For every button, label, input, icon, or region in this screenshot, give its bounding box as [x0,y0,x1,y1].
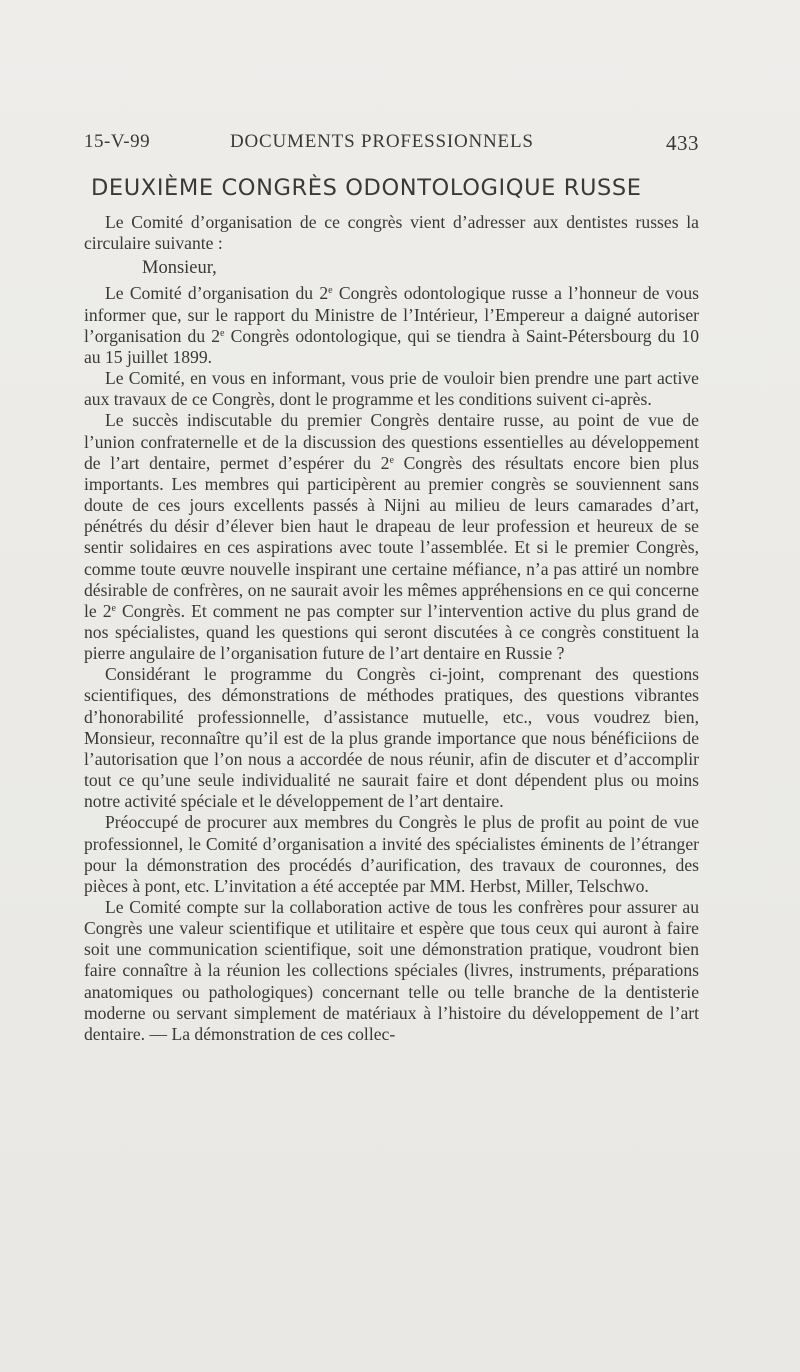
salutation: Monsieur, [142,258,217,279]
paragraph-3: Le succès indiscutable du premier Congrès dentaire russe, au point de vue de l’union confraternelle et de la discussion des questions essentielles au développement de l’art dentaire, permet d’espérer du 2e Congrès des résultats encore bien plus importants. Les membres qui participèrent au premier congrès se souviennent sans doute de ces jours excellents passés à Nijni au milieu de leurs camarades d’art, pénétrés du désir d’élever bien haut le drapeau de leur profession et heureux de se sentir solidaires en ces aspirations avec toute l’assemblée. Et si le premier Congrès, comme toute œuvre nouvelle inspirant une certaine méfiance, n’a pas attiré un nombre désirable de confrères, on ne saurait avoir les mêmes appréhensions en ce qui concerne le 2e Congrès. Et comment ne pas compter sur l’intervention active du plus grand de nos spécialistes, quand les questions qui seront discutées à ce congrès constituent la pierre angulaire de l’organisation future de l’art dentaire en Russie ? [84,410,699,664]
paragraph-6: Le Comité compte sur la collaboration active de tous les confrères pour assurer au Congrès une valeur scientifique et utilitaire et espère que tous ceux qui auront à faire soit une communication scientifique, soit une démonstration pratique, voudront bien faire connaître à la réunion les collections spéciales (livres, instruments, préparations anatomiques ou pathologiques) concernant telle ou telle branche de la dentisterie moderne ou servant simplement de matériaux à l’histoire du développement de l’art dentaire. — La démonstration de ces collec- [84,897,699,1044]
page-number: 433 [666,131,699,155]
running-head [84,131,699,157]
header-section: DOCUMENTS PROFESSIONNELS [230,131,534,152]
header-date: 15-V-99 [84,131,151,152]
paragraph-1: Le Comité d’organisation du 2e Congrès odontologique russe a l’honneur de vous informer que, sur le rapport du Ministre de l’Intérieur, l’Empereur a daigné autoriser l’organisation du 2e Congrès odontologique, qui se tiendra à Saint-Pétersbourg du 10 au 15 juillet 1899. [84,283,699,367]
article-body [84,212,699,1045]
paragraph-4: Considérant le programme du Congrès ci-joint, comprenant des questions scientifiques, des démonstrations de méthodes pratiques, des questions vibrantes d’honorabilité professionnelle, d’assistance mutuelle, etc., vous voudrez bien, Monsieur, reconnaître qu’il est de la plus grande importance que nous bénéficiions de l’autorisation que l’on nous a accordée de nous réunir, afin de discuter et d’accomplir tout ce qu’une seule individualité ne saurait faire et dont dépendent plus ou moins notre activité spéciale et le développement de l’art dentaire. [84,664,699,812]
paragraph-2: Le Comité, en vous en informant, vous prie de vouloir bien prendre une part active aux travaux de ce Congrès, dont le programme et les conditions suivent ci-après. [84,368,699,410]
article-title: DEUXIÈME CONGRÈS ODONTOLOGIQUE RUSSE [91,175,642,201]
intro-paragraph: Le Comité d’organisation de ce congrès vient d’adresser aux dentistes russes la circulaire suivante : [84,212,699,254]
paragraph-5: Préoccupé de procurer aux membres du Congrès le plus de profit au point de vue professionnel, le Comité d’organisation a invité des spécialistes éminents de l’étranger pour la démonstration des procédés d’aurification, des travaux de couronnes, des pièces à pont, etc. L’invitation a été acceptée par MM. Herbst, Miller, Telschwo. [84,812,699,896]
